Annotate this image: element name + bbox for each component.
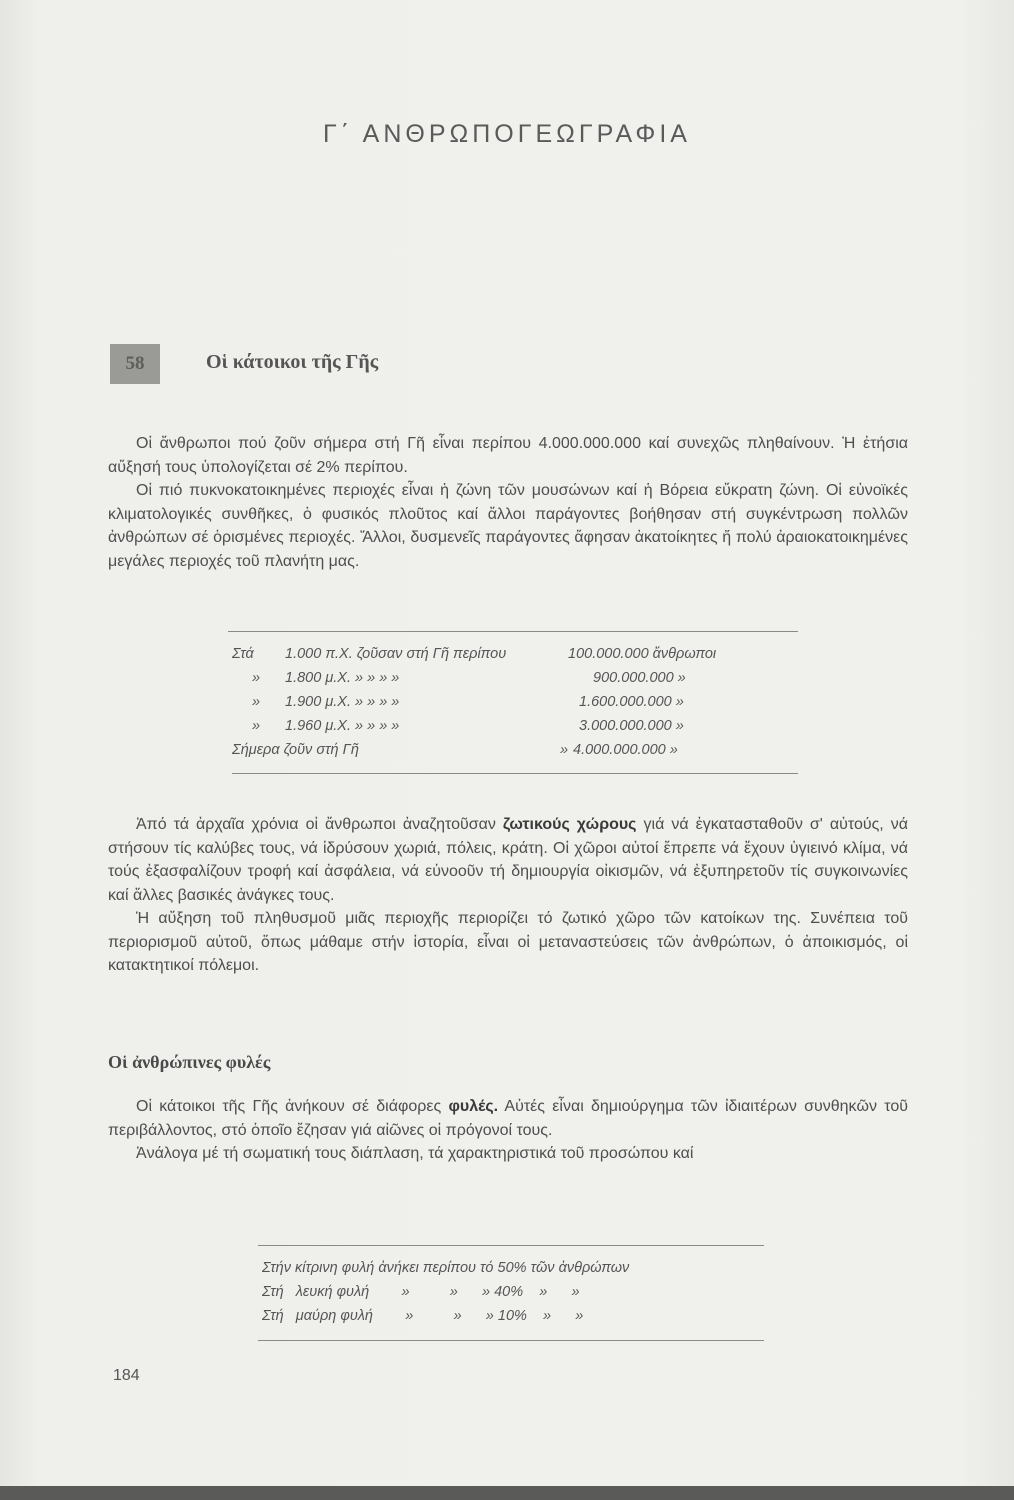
race-table-bottom-rule: [258, 1340, 764, 1341]
population-row-3-prefix: »: [252, 694, 261, 710]
races-paragraph-1-end: Αὐτές εἶναι δημιούργημα τῶν ἰδιαιτέρων συνθηκῶν τοῦ περιβάλλοντος, στό ὁποῖο ἔζησαν γιά αἰῶνες οἱ πρόγονοί τους.: [108, 1098, 908, 1139]
race-row-yellow: Στήν κίτρινη φυλή ἀνήκει περίπου τό 50% τῶν ἀνθρώπων: [262, 1260, 630, 1276]
population-row-prefix: Στά: [232, 646, 254, 662]
body-paragraph-1-end: γιά νά ἐγκατασταθοῦν σ' αὐτούς, νά στήσουν τίς καλύβες τους, νά ἱδρύσουν χωριά, πόλεις, κράτη. Οἱ χῶροι αὐτοί ἔπρεπε νά ἔχουν ὑγιεινό κλίμα, νά τούς ἐξασφαλίζουν τροφή καί ἀσφάλεια, νά εὐνοοῦν τή δημιουργία οἰκισμῶν, νά ἐξυπηρετοῦν τίς συγκοινωνίες καί ἄλλες βασικές ἀνάγκες τους.: [108, 816, 909, 904]
population-row-3-value: 1.600.000.000 »: [579, 694, 684, 710]
races-paragraph-1-start: Οἱ κάτοικοι τῆς Γῆς ἀνήκουν σέ διάφορες: [136, 1098, 449, 1115]
population-row-2-value: 900.000.000 »: [593, 670, 686, 686]
races-paragraph-2: Ἀνάλογα μέ τή σωματική τους διάπλαση, τά χαρακτηριστικά τοῦ προσώπου καί: [136, 1145, 694, 1162]
population-row-5-text: Σήμερα ζοῦν στή Γῆ: [232, 742, 359, 758]
population-row-1-value: 100.000.000 ἄνθρωποι: [568, 646, 717, 662]
section-title: Οἱ κάτοικοι τῆς Γῆς: [206, 351, 379, 373]
population-row-1-text: 1.000 π.Χ. ζοῦσαν στή Γῆ περίπου: [285, 646, 507, 662]
subheading-races: Οἱ ἀνθρώπινες φυλές: [108, 1052, 271, 1072]
chapter-title: Γ΄ ΑΝΘΡΩΠΟΓΕΩΓΡΑΦΙΑ: [323, 120, 691, 148]
body-paragraph-1-start: Ἀπό τά ἀρχαῖα χρόνια οἱ ἄνθρωποι ἀναζητοῦσαν: [136, 816, 503, 833]
race-row-black: Στή μαύρη φυλή » » » 10% » »: [262, 1308, 584, 1324]
race-row-white: Στή λευκή φυλή » » » 40% » »: [262, 1284, 580, 1300]
body-text: [108, 813, 908, 978]
intro-paragraph-2: Οἱ πιό πυκνοκατοικημένες περιοχές εἶναι ἡ ζώνη τῶν μουσώνων καί ἡ Βόρεια εὔκρατη ζώνη. Οἱ εὐνοϊκές κλιματολογικές συνθῆκες, ὁ φυσικός πλοῦτος καί ἄλλοι παράγοντες βοήθησαν στή συγκέντρωση πολλῶν ἀνθρώπων σέ ὁρισμένες περιοχές. Ἄλλοι, δυσμενεῖς παράγοντες ἄφησαν ἀκατοίκητες ἤ πολύ ἀραιοκατοικημένες μεγάλες περιοχές τοῦ πλανήτη μας.: [108, 482, 908, 570]
population-row-4-value: 3.000.000.000 »: [579, 718, 684, 734]
population-row-5-value: 4.000.000.000 »: [573, 742, 678, 758]
body-paragraph-1: [108, 813, 908, 907]
population-row-4-prefix: »: [252, 718, 261, 734]
population-row-5-mark: »: [560, 742, 569, 758]
race-table-top-rule: [258, 1245, 764, 1246]
population-row-2-prefix: »: [252, 670, 261, 686]
intro-text: [108, 432, 908, 573]
population-row-1: [232, 646, 254, 662]
table-bottom-rule: [232, 773, 798, 774]
page-number: 184: [113, 1367, 140, 1384]
table-top-rule: [228, 631, 798, 632]
intro-paragraph-1: Οἱ ἄνθρωποι πού ζοῦν σήμερα στή Γῆ εἶναι περίπου 4.000.000.000 καί συνεχῶς πληθαίνουν. Ἡ ἐτήσια αὔξησή τους ὑπολογίζεται σέ 2% περίπου.: [108, 435, 908, 476]
races-paragraph-1: [108, 1095, 908, 1142]
scan-bottom-edge: [0, 1486, 1014, 1500]
vital-spaces-term: ζωτικούς χώρους: [502, 816, 637, 833]
population-row-2-text: 1.800 μ.Χ. » » » »: [285, 670, 400, 686]
section-number-badge: 58: [110, 344, 160, 384]
population-row-4-text: 1.960 μ.Χ. » » » »: [285, 718, 400, 734]
races-term: φυλές.: [448, 1098, 499, 1115]
races-text: [108, 1095, 908, 1166]
population-row-3-text: 1.900 μ.Χ. » » » »: [285, 694, 400, 710]
body-paragraph-2: Ἡ αὔξηση τοῦ πληθυσμοῦ μιᾶς περιοχῆς περιορίζει τό ζωτικό χῶρο τῶν κατοίκων της. Συνέπεια τοῦ περιορισμοῦ αὐτοῦ, ὅπως μάθαμε στήν ἱστορία, εἶναι οἱ μεταναστεύσεις τῶν ἀνθρώπων, ὁ ἀποικισμός, οἱ κατακτητικοί πόλεμοι.: [108, 910, 908, 974]
